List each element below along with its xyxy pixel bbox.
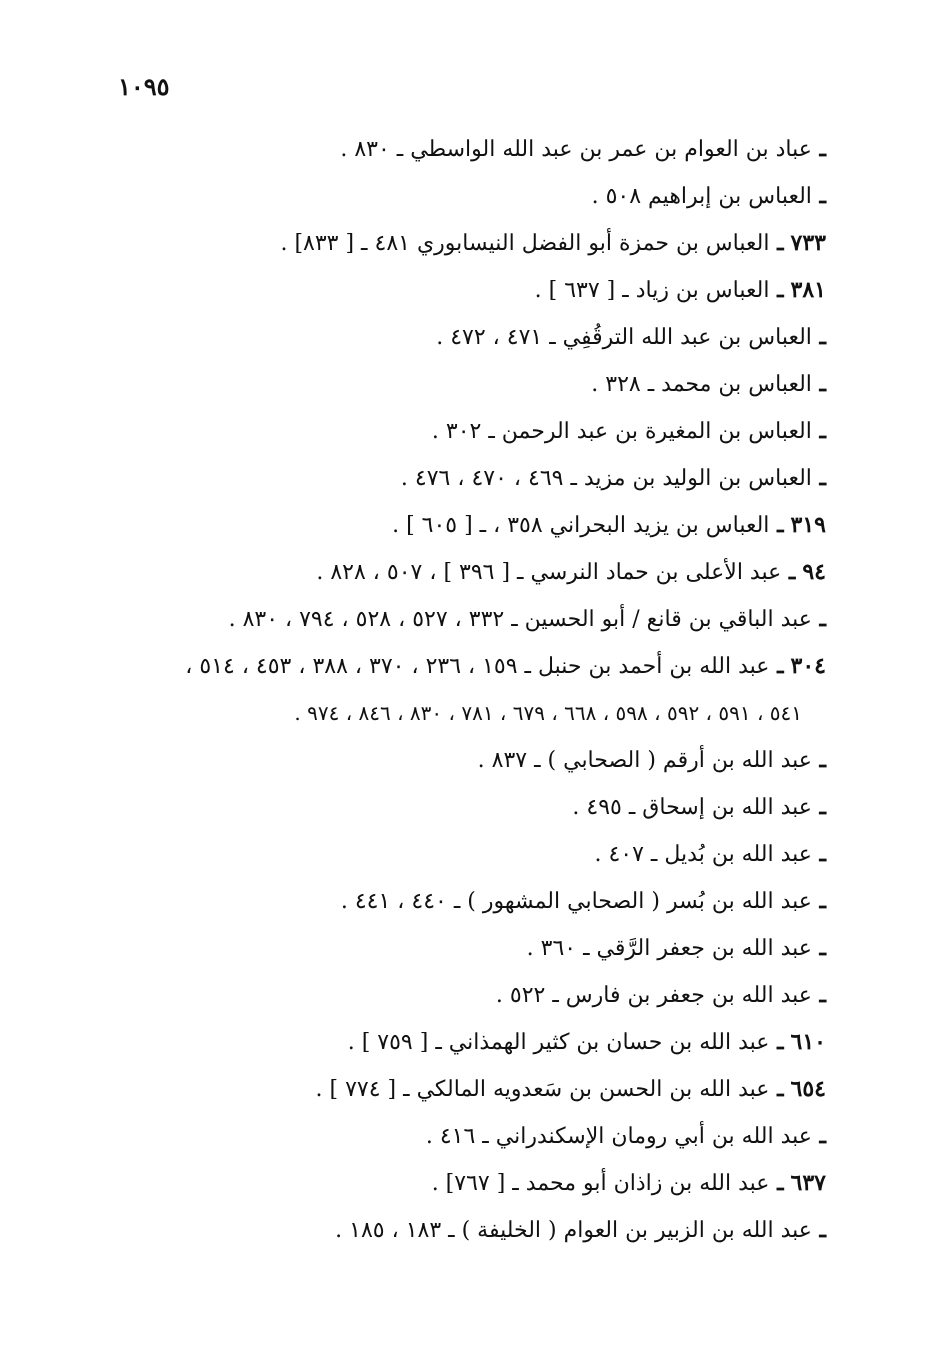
index-entry	[106, 1066, 826, 1113]
index-entry	[106, 1113, 826, 1160]
entry-text: العباس بن محمد ـ ٣٢٨ .	[591, 372, 812, 397]
entry-text: عبد الباقي بن قانع / أبو الحسين ـ ٣٣٢ ، ٥٢٧ ، ٥٢٨ ، ٧٩٤ ، ٨٣٠ .	[228, 607, 812, 632]
index-entry	[106, 1207, 826, 1254]
index-entry	[106, 737, 826, 784]
entry-dash: ـ	[769, 1076, 784, 1102]
index-entry	[106, 1160, 826, 1207]
entry-number: ٦٥٤	[790, 1076, 826, 1102]
entry-text: عبد الله بن بُسر ( الصحابي المشهور ) ـ ٤٤٠ ، ٤٤١ .	[340, 889, 812, 914]
index-entry	[106, 126, 826, 173]
entry-dash: ـ	[769, 1029, 784, 1055]
entry-dash: ـ	[811, 1123, 826, 1149]
entry-text: عبد الله بن جعفر الرَّقي ـ ٣٦٠ .	[526, 936, 812, 961]
entry-dash: ـ	[811, 1217, 826, 1243]
entry-dash: ـ	[811, 136, 826, 162]
index-entry	[106, 455, 826, 502]
entry-number: ٧٣٣	[790, 230, 826, 256]
entry-dash: ـ	[811, 183, 826, 209]
entry-dash: ـ	[811, 982, 826, 1008]
entry-number: ٦٣٧	[790, 1170, 826, 1196]
entry-dash: ـ	[811, 794, 826, 820]
index-entry	[106, 1019, 826, 1066]
entry-text: العباس بن زياد ـ [ ٦٣٧ ] .	[534, 278, 770, 303]
entry-dash: ـ	[769, 230, 784, 256]
index-entry	[106, 549, 826, 596]
entry-dash: ـ	[811, 935, 826, 961]
index-entry	[106, 878, 826, 925]
entry-text: عبد الله بن الحسن بن سَعدويه المالكي ـ [ ٧٧٤ ] .	[315, 1077, 770, 1102]
index-entry	[106, 502, 826, 549]
entry-dash: ـ	[811, 465, 826, 491]
entry-dash: ـ	[811, 324, 826, 350]
index-entry	[106, 972, 826, 1019]
index-entry	[106, 314, 826, 361]
index-entry-continuation	[106, 690, 826, 737]
index-entries	[106, 126, 826, 1254]
entry-text: عبد الله بن أحمد بن حنبل ـ ١٥٩ ، ٢٣٦ ، ٣٧٠ ، ٣٨٨ ، ٤٥٣ ، ٥١٤ ،	[185, 654, 770, 679]
entry-number: ٣٨١	[790, 277, 826, 303]
entry-text: العباس بن يزيد البحراني ٣٥٨ ، ـ [ ٦٠٥ ] .	[392, 513, 770, 538]
index-entry	[106, 831, 826, 878]
entry-number: ٣١٩	[790, 512, 826, 538]
entry-text: عبد الله بن حسان بن كثير الهمذاني ـ [ ٧٥٩ ] .	[347, 1030, 770, 1055]
index-entry	[106, 361, 826, 408]
entry-dash: ـ	[811, 418, 826, 444]
entry-text: العباس بن الوليد بن مزيد ـ ٤٦٩ ، ٤٧٠ ، ٤٧٦ .	[400, 466, 812, 491]
entry-dash: ـ	[811, 841, 826, 867]
page-number: ١٠٩٥	[118, 72, 170, 101]
entry-dash: ـ	[811, 606, 826, 632]
entry-dash: ـ	[769, 512, 784, 538]
index-entry	[106, 643, 826, 690]
entry-number: ٩٤	[802, 559, 826, 585]
entry-number: ٣٠٤	[790, 653, 826, 679]
entry-text: عبد الله بن بُديل ـ ٤٠٧ .	[594, 842, 812, 867]
entry-text: العباس بن عبد الله الترقُفِي ـ ٤٧١ ، ٤٧٢ .	[436, 325, 812, 350]
entry-text: عبد الله بن الزبير بن العوام ( الخليفة ) ـ ١٨٣ ، ١٨٥ .	[335, 1218, 812, 1243]
index-entry	[106, 408, 826, 455]
entry-text: عباد بن العوام بن عمر بن عبد الله الواسطي ـ ٨٣٠ .	[340, 137, 812, 162]
entry-dash: ـ	[769, 277, 784, 303]
entry-number: ٦١٠	[790, 1029, 826, 1055]
entry-text: عبد الله بن جعفر بن فارس ـ ٥٢٢ .	[495, 983, 812, 1008]
entry-dash: ـ	[811, 888, 826, 914]
entry-dash: ـ	[811, 747, 826, 773]
index-entry	[106, 267, 826, 314]
entry-text: عبد الأعلى بن حماد النرسي ـ [ ٣٩٦ ] ، ٥٠٧ ، ٨٢٨ .	[316, 560, 782, 585]
entry-dash: ـ	[781, 559, 796, 585]
entry-dash: ـ	[769, 1170, 784, 1196]
index-entry	[106, 925, 826, 972]
entry-text: العباس بن المغيرة بن عبد الرحمن ـ ٣٠٢ .	[431, 419, 812, 444]
entry-text: العباس بن حمزة أبو الفضل النيسابوري ٤٨١ ـ [ ٨٣٣] .	[280, 231, 770, 256]
entry-text: العباس بن إبراهيم ٥٠٨ .	[591, 184, 812, 209]
index-entry	[106, 220, 826, 267]
entry-text: عبد الله بن أرقم ( الصحابي ) ـ ٨٣٧ .	[477, 748, 812, 773]
index-entry	[106, 596, 826, 643]
entry-dash: ـ	[769, 653, 784, 679]
index-entry	[106, 173, 826, 220]
entry-text: ٥٤١ ، ٥٩١ ، ٥٩٢ ، ٥٩٨ ، ٦٦٨ ، ٦٧٩ ، ٧٨١ ، ٨٣٠ ، ٨٤٦ ، ٩٧٤ .	[294, 701, 802, 725]
index-entry	[106, 784, 826, 831]
entry-text: عبد الله بن أبي رومان الإسكندراني ـ ٤١٦ .	[425, 1124, 812, 1149]
entry-text: عبد الله بن زاذان أبو محمد ـ [ ٧٦٧] .	[431, 1171, 770, 1196]
entry-text: عبد الله بن إسحاق ـ ٤٩٥ .	[572, 795, 812, 820]
entry-dash: ـ	[811, 371, 826, 397]
